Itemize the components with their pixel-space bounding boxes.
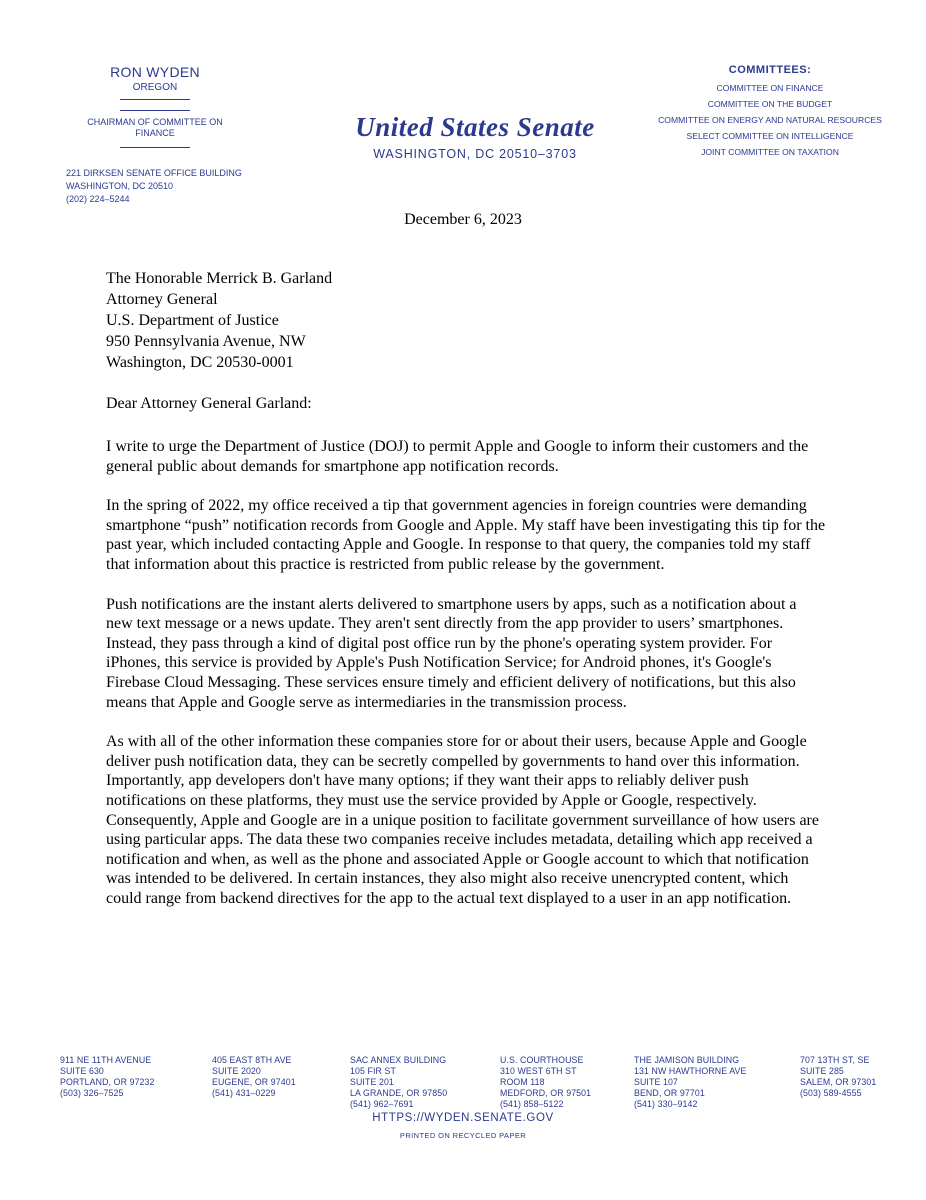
- dc-office-address: [66, 167, 242, 206]
- senate-title: United States Senate: [355, 112, 595, 142]
- office-line: 911 NE 11TH AVENUE: [60, 1055, 152, 1065]
- committees-title: COMMITTEES:: [728, 64, 812, 76]
- office-line: 405 EAST 8TH AVE: [212, 1055, 292, 1065]
- recipient-line: 950 Pennsylvania Avenue, NW: [106, 333, 306, 350]
- office-line: U.S. COURTHOUSE: [500, 1055, 584, 1065]
- committee-item: COMMITTEE ON THE BUDGET: [707, 99, 833, 109]
- office-line: SALEM, OR 97301: [800, 1077, 877, 1087]
- salutation: Dear Attorney General Garland:: [106, 395, 312, 412]
- office-line: SAC ANNEX BUILDING: [350, 1055, 447, 1065]
- office-line: ROOM 118: [500, 1077, 545, 1087]
- office-portland: [60, 1055, 155, 1099]
- committee-item: COMMITTEE ON ENERGY AND NATURAL RESOURCES: [658, 115, 882, 125]
- senate-city: WASHINGTON, DC 20510–3703: [373, 147, 577, 161]
- office-la-grande: [350, 1055, 447, 1110]
- address-line: 221 DIRKSEN SENATE OFFICE BUILDING: [66, 168, 242, 178]
- office-medford: [500, 1055, 591, 1110]
- senator-state: OREGON: [132, 82, 178, 93]
- office-line: EUGENE, OR 97401: [212, 1077, 296, 1087]
- committee-item: COMMITTEE ON FINANCE: [716, 83, 824, 93]
- recycled-paper-note: PRINTED ON RECYCLED PAPER: [399, 1131, 527, 1140]
- chairman-line-2: FINANCE: [135, 128, 175, 138]
- office-line: 105 FIR ST: [350, 1066, 396, 1076]
- recipient-line: U.S. Department of Justice: [106, 312, 279, 329]
- office-eugene: [212, 1055, 296, 1099]
- recipient-line: Washington, DC 20530-0001: [106, 354, 294, 371]
- office-line: (541) 431–0229: [212, 1088, 276, 1098]
- office-line: 131 NW HAWTHORNE AVE: [634, 1066, 747, 1076]
- office-line: (503) 589-4555: [800, 1088, 862, 1098]
- body-paragraph: In the spring of 2022, my office received a tip that government agencies in foreign countries were demanding smartphone “push” notification records from Google and Apple. My staff have been investigating this tip for the past year, which included contacting Apple and Google. In response to that query, the companies told my staff that information about this practice is restricted from public release by the government.: [106, 497, 826, 573]
- address-line: WASHINGTON, DC 20510: [66, 181, 174, 191]
- address-line: (202) 224–5244: [66, 194, 130, 204]
- divider: [120, 99, 190, 100]
- divider: [120, 147, 190, 148]
- recipient-address: [106, 268, 332, 373]
- office-line: SUITE 285: [800, 1066, 844, 1076]
- office-line: SUITE 630: [60, 1066, 104, 1076]
- office-line: (541) 962–7691: [350, 1099, 414, 1109]
- body-paragraph: Push notifications are the instant alerts delivered to smartphone users by apps, such as a notification about a new text message or a news update. They aren't sent directly from the app provider to users’ smartphones. Instead, they pass through a kind of digital post office run by the phone's operating system provider. For iPhones, this service is provided by Apple's Push Notification Service; for Android phones, it's Google's Firebase Cloud Messaging. These services ensure timely and efficient delivery of notifications, but this also means that Apple and Google serve as intermediaries in the transmission process.: [106, 595, 797, 711]
- recipient-line: Attorney General: [106, 291, 218, 308]
- website-link[interactable]: HTTPS://WYDEN.SENATE.GOV: [372, 1112, 554, 1124]
- senator-name: RON WYDEN: [110, 64, 200, 80]
- recipient-line: The Honorable Merrick B. Garland: [106, 270, 333, 287]
- letter-body: [106, 437, 826, 928]
- office-line: LA GRANDE, OR 97850: [350, 1088, 448, 1098]
- office-bend: [634, 1055, 746, 1110]
- office-line: SUITE 107: [634, 1077, 678, 1087]
- office-line: BEND, OR 97701: [634, 1088, 705, 1098]
- senator-letterhead: [60, 64, 250, 154]
- senate-masthead: [330, 112, 620, 161]
- office-line: 310 WEST 6TH ST: [500, 1066, 577, 1076]
- chairman-title: [60, 117, 250, 139]
- office-line: 707 13TH ST, SE: [800, 1055, 870, 1065]
- office-line: (541) 330–9142: [634, 1099, 698, 1109]
- office-line: SUITE 2020: [212, 1066, 261, 1076]
- letter-date: December 6, 2023: [404, 211, 522, 228]
- committees-list: [650, 64, 890, 160]
- body-paragraph: I write to urge the Department of Justice (DOJ) to permit Apple and Google to inform their customers and the general public about demands for smartphone app notification records.: [106, 438, 809, 475]
- office-line: THE JAMISON BUILDING: [634, 1055, 740, 1065]
- chairman-line-1: CHAIRMAN OF COMMITTEE ON: [87, 117, 223, 127]
- body-paragraph: As with all of the other information these companies store for or about their users, because Apple and Google deliver push notification data, they can be secretly compelled by governments to hand over this information. Importantly, app developers don't have many options; if they want their apps to reliably deliver push notifications on these platforms, they must use the service provided by Apple or Google, respectively. Consequently, Apple and Google are in a unique position to facilitate government surveillance of how users are using particular apps. The data these two companies receive includes metadata, detailing which app received a notification and when, as well as the phone and associated Apple or Google account to which that notification was intended to be delivered. In certain instances, they also might also receive unencrypted content, which could range from backend directives for the app to the actual text displayed to a user in an app notification.: [106, 733, 819, 907]
- office-line: (503) 326–7525: [60, 1088, 124, 1098]
- office-line: PORTLAND, OR 97232: [60, 1077, 155, 1087]
- divider: [120, 110, 190, 111]
- office-salem: [800, 1055, 876, 1099]
- committee-item: SELECT COMMITTEE ON INTELLIGENCE: [686, 131, 854, 141]
- office-line: (541) 858–5122: [500, 1099, 564, 1109]
- committee-item: JOINT COMMITTEE ON TAXATION: [701, 147, 839, 157]
- office-line: SUITE 201: [350, 1077, 394, 1087]
- office-line: MEDFORD, OR 97501: [500, 1088, 592, 1098]
